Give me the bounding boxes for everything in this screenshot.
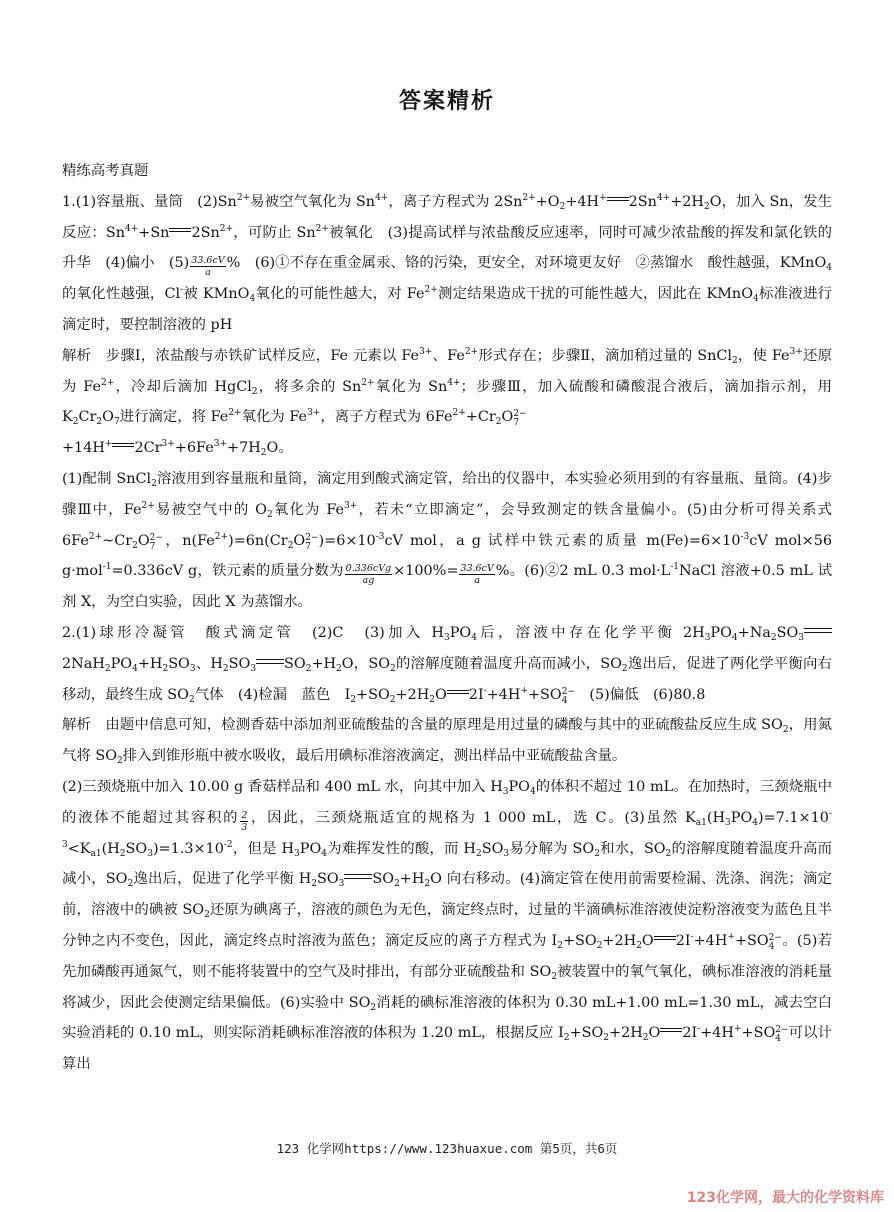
equilibrium-arrow-icon bbox=[804, 626, 832, 636]
fraction: $\frac{\text{0.336cVg}}{ag}$ bbox=[345, 563, 392, 587]
equals-sign-icon bbox=[654, 934, 676, 944]
fraction: $\frac{2}{3}$ bbox=[241, 809, 248, 833]
q2-analysis: 解析 由题中信息可知，检测香菇中添加剂亚硫酸盐的含量的原理是用过量的磷酸与其中的亚硫酸盐反应生成 $SO_2$，用氮气将 $SO_2$排入到锥形瓶中被水吸收，最后用碘标准溶液滴定，测出样品中亚硫酸盐含量。 bbox=[62, 717, 832, 767]
page-footer: 123 化学网https://www.123huaxue.com 第5页，共6页 bbox=[276, 1141, 618, 1156]
q2-answer: 2.(1)球形冷凝管 酸式滴定管 (2)C (3)加入 $H_3PO_4$后，溶液中存在化学平衡 $2H_3PO_4+Na_2SO_32NaH_2PO_4+H_2SO_3$、$H_2SO_3$ $SO_2+H_2O$，$SO_2$的溶解度随着温度升高而减小，$SO_2$逸出后，促进了两化学平衡向右移动，最终生成 $SO_2$气体 (4)检漏 蓝色 $I_2+SO_2+2H_2O$ 2I-+4H++SO 2− 4 (5)偏低 (6)80.8 bbox=[62, 624, 832, 706]
equals-sign-icon bbox=[112, 441, 134, 451]
equilibrium-arrow-icon bbox=[256, 657, 284, 667]
fraction: $\frac{33.6cV}{a}$ bbox=[460, 563, 494, 587]
equals-sign-icon bbox=[169, 226, 191, 236]
site-watermark: 123化学网，最大的化学资料库 bbox=[686, 1190, 884, 1206]
section-heading: 精练高考真题 bbox=[62, 163, 149, 179]
q2-explanation: (2)三颈烧瓶中加入 10.00 g 香菇样品和 400 mL 水，向其中加入 $H_3PO_4$的体积不超过 10 mL。在加热时，三颈烧瓶中的液体不能超过其容积的 $\frac{2}{3}$ ，因此，三颈烧瓶适宜的规格为 1 000 mL，选 C。(3)虽然 $K_{a1}(H_3PO_4)=7.1\times 10^{-3}<K_{a1}(H_2SO_3)=1.3\times 10^{-2}$，但是 $H_3PO_4$为难挥发性的酸，而 $H_2SO_3$易分解为 $SO_2$和水，$SO_2$的溶解度随着温度升高而减小，$SO_2$逸出后，促进了化学平衡 $H_2SO_3$ $SO_2+H_2O$ 向右移动。(4)滴定管在使用前需要检漏、洗涤、润洗；滴定前，溶液中的碘被 $SO_2$还原为碘离子，溶液的颜色为无色，滴定终点时，过量的半滴碘标准溶液使淀粉溶液变为蓝色且半分钟之内不变色，因此，滴定终点时溶液为蓝色；滴定反应的离子方程式为 $I_2+SO_2+2H_2O$ 2I-+4H++SO 2− 4 。(5)若先加磷酸再通氮气，则不能将装置中的空气及时排出，有部分亚硫酸盐和 $SO_2$被装置中的氧气氧化，碘标准溶液的消耗量将减少，因此会使测定结果偏低。(6)实验中 $SO_2$消耗的碘标准溶液的体积为 0.30 mL+1.00 mL=1.30 mL，减去空白实验消耗的 0.10 mL，则实际消耗碘标准溶液的体积为 1.20 mL，根据反应 $I_2+SO_2+2H_2O$ 2I-+4H++SO 2− 4 可以计算出 bbox=[62, 778, 832, 1073]
q1-answer: 1.(1)容量瓶、量筒 $(2)Sn^{2+}$易被空气氧化为 $Sn^{4+}$，离子方程式为 $2Sn^{2+}+O_2+4H^+$ $2Sn^{4+}+2H_2O$，加入 Sn，发生反应：$Sn^{4+}+Sn$ $2Sn^{2+}$，可防止 $Sn^{2+}$被氧化 (3)提高试样与浓盐酸反应速率，同时可减少浓盐酸的挥发和氯化铁的升华 (4)偏小 (5) $\frac{33.6cV}{a}$ % (6)①不存在重金属汞、铬的污染，更安全，对环境更友好 ②蒸馏水 酸性越强，KMnO$_4$的氧化性越强，Cl-被 KMnO$_4$氧化的可能性越大，对 $Fe^{2+}$测定结果造成干扰的可能性越大，因此在 KMnO$_4$标准液进行滴定时，要控制溶液的 pH bbox=[62, 192, 833, 333]
answer-content bbox=[62, 156, 832, 1080]
page-title: 答案精析 bbox=[398, 89, 495, 114]
equals-sign-icon bbox=[447, 688, 469, 698]
equilibrium-arrow-icon bbox=[344, 872, 372, 882]
equals-sign-icon bbox=[660, 1026, 682, 1036]
equals-sign-icon bbox=[607, 195, 629, 205]
fraction: $\frac{33.6cV}{a}$ bbox=[191, 255, 225, 279]
q1-analysis: 解析 步骤Ⅰ，浓盐酸与赤铁矿试样反应，Fe 元素以 $Fe^{3+}$、$Fe^{2+}$形式存在；步骤Ⅱ，滴加稍过量的 SnCl$_2$，使 $Fe^{3+}$还原为 $Fe^{2+}$，冷却后滴加 HgCl$_2$，将多余的 $Sn^{2+}$氧化为 $Sn^{4+}$；步骤Ⅲ，加入硫酸和磷酸混合液后，滴加指示剂，用 $K_2Cr_2O_7$进行滴定，将 $Fe^{2+}$氧化为 $Fe^{3+}$，离子方程式为 $6Fe^{2+}+Cr_2O$ 2− 7 +14H+ $2Cr^{3+}+6Fe^{3+}+7H_2O$。 bbox=[62, 346, 832, 459]
q1-explanation: (1)配制 SnCl$_2$溶液用到容量瓶和量筒，滴定用到酸式滴定管，给出的仪器中，本实验必须用到的有容量瓶、量筒。(4)步骤Ⅲ中，$Fe^{2+}$易被空气中的 $O_2$氧化为 $Fe^{3+}$，若未“立即滴定”，会导致测定的铁含量偏小。(5)由分析可得关系式 $6Fe^{2+}\sim Cr_2O$ 2− 7 ，$n(Fe^{2+})=6n(Cr_2O$ 2− 7 )$=6\times 10^{-3}cV$ mol，a g 试样中铁元素的质量 $m(Fe)=6\times 10^{-3}cV$ mol×56 g·mol$^{-1}$=0.336cV g，铁元素的质量分数为 $\frac{\text{0.336cVg}}{ag}$ ×100%= $\frac{33.6cV}{a}$ %。(6)②2 mL 0.3 $mol\cdot L^{-1}NaCl$ 溶液+0.5 mL 试剂 X，为空白实验，因此 X 为蒸馏水。 bbox=[62, 470, 833, 611]
